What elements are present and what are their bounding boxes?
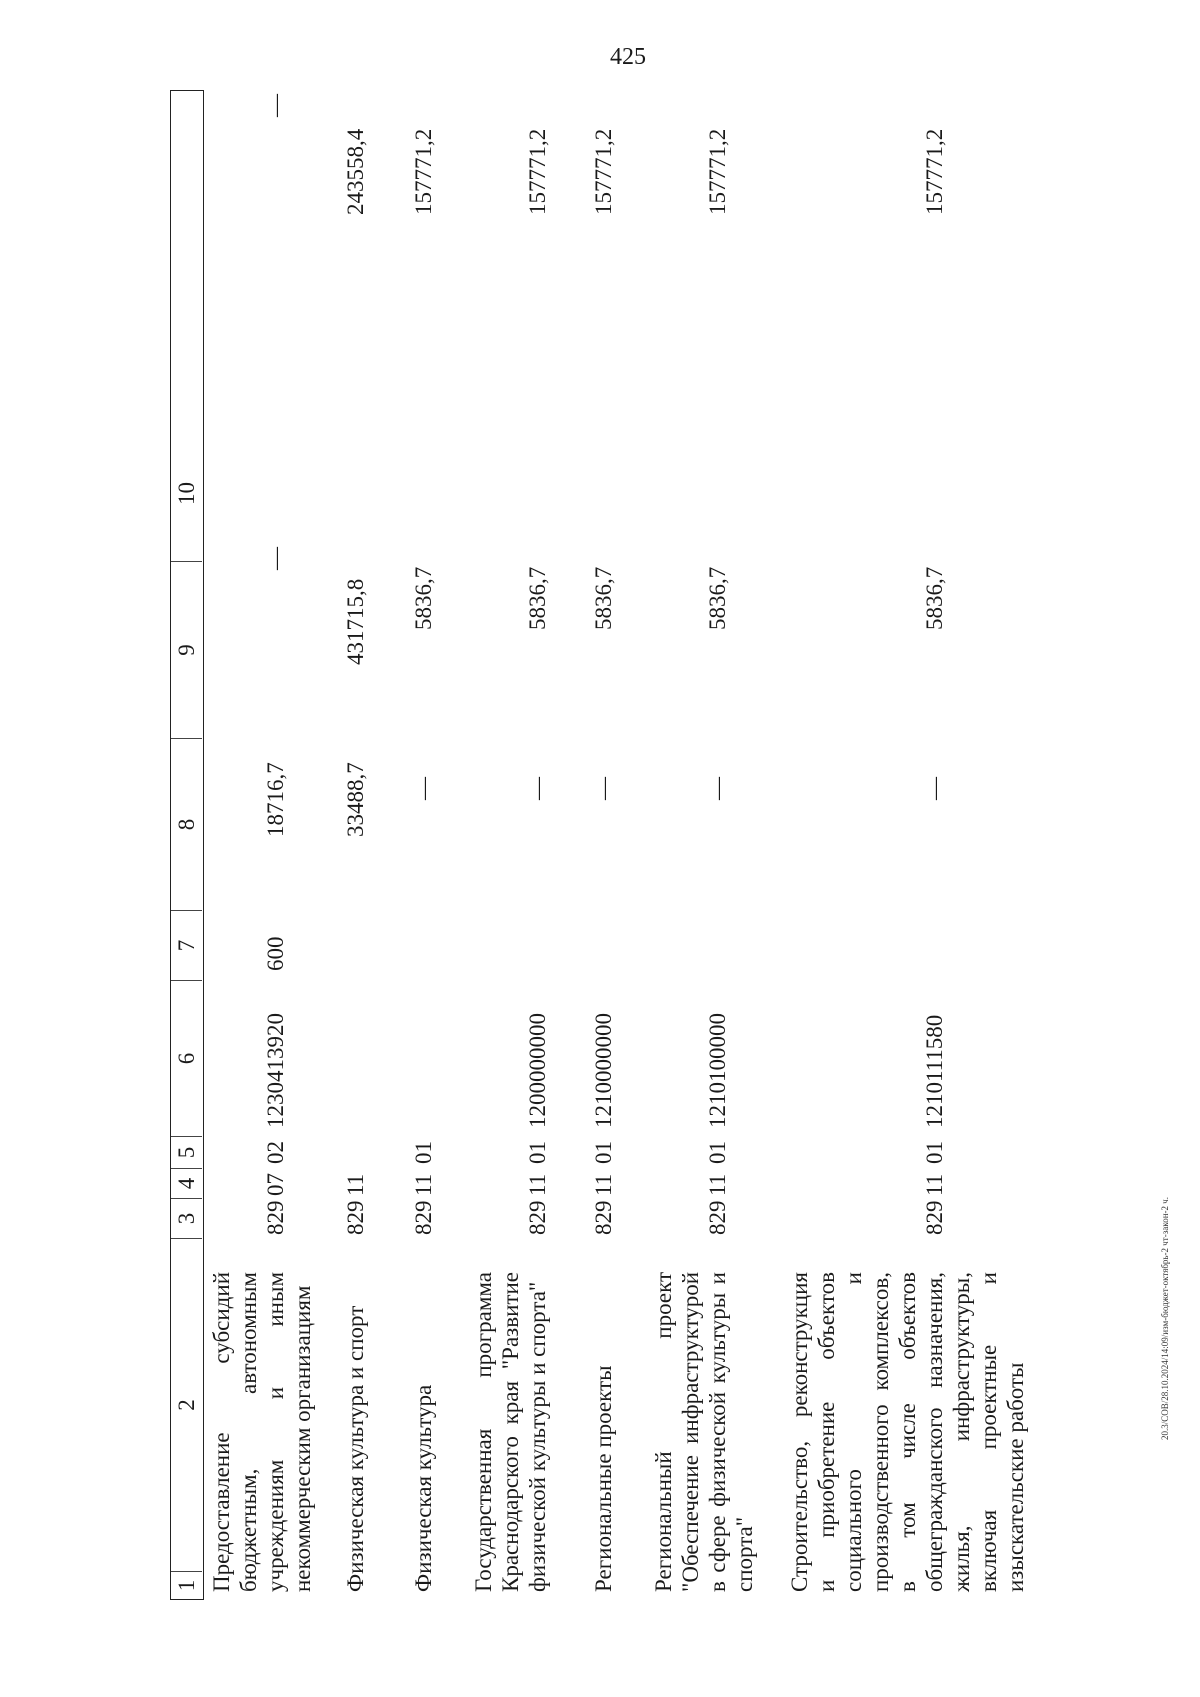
cell-col-8: — xyxy=(922,777,947,800)
cell-col-3: 829 xyxy=(705,1200,730,1235)
cell-col-10: 157771,2 xyxy=(525,128,550,215)
cell-col-9: — xyxy=(263,547,288,570)
row-description: Государственная программа Краснодарского края "Развитие физической культуры и спорта" xyxy=(471,1272,550,1592)
cell-col-4: 07 xyxy=(263,1173,288,1196)
cell-col-7: 600 xyxy=(263,936,288,971)
header-col-9: 9 xyxy=(171,561,202,738)
cell-col-10: 157771,2 xyxy=(411,128,436,215)
header-col-1: 1 xyxy=(171,1571,202,1599)
cell-col-3: 829 xyxy=(343,1200,368,1235)
cell-col-3: 829 xyxy=(922,1200,947,1235)
header-col-2: 2 xyxy=(171,1238,202,1571)
cell-col-5: 02 xyxy=(263,1141,288,1164)
cell-col-5: 01 xyxy=(591,1141,616,1164)
cell-col-3: 829 xyxy=(411,1200,436,1235)
cell-col-4: 11 xyxy=(705,1173,730,1196)
row-description: Региональный проект "Обеспечение инфраструктурой в сфере физической культуры и спорта" xyxy=(651,1272,757,1592)
cell-col-9: 5836,7 xyxy=(525,566,550,630)
cell-col-5: 01 xyxy=(922,1141,947,1164)
cell-col-4: 11 xyxy=(525,1173,550,1196)
cell-col-5: 01 xyxy=(411,1141,436,1164)
row-description: Строительство, реконструкция и приобретение объектов социального и производственного комплексов, в том числе объектов общегражданского назначения, жилья, инфраструктуры, включая проектные и изыскательские работы xyxy=(787,1272,1028,1592)
header-col-10: 10 xyxy=(174,482,199,505)
cell-col-9: 5836,7 xyxy=(705,566,730,630)
header-col-8: 8 xyxy=(171,738,202,910)
cell-col-4: 11 xyxy=(591,1173,616,1196)
header-col-6: 6 xyxy=(171,980,202,1136)
cell-col-8: — xyxy=(525,777,550,800)
cell-col-5: 01 xyxy=(525,1141,550,1164)
budget-table xyxy=(170,90,1070,1600)
row-description: Предоставление субсидий бюджетным, автономным учреждениям и иным некоммерческим организациям xyxy=(209,1272,315,1592)
cell-col-9: 5836,7 xyxy=(411,566,436,630)
cell-col-10: 157771,2 xyxy=(591,128,616,215)
cell-col-10: 157771,2 xyxy=(705,128,730,215)
header-col-3: 3 xyxy=(171,1198,202,1238)
row-description: Физическая культура и спорт xyxy=(343,1305,368,1592)
cell-col-4: 11 xyxy=(411,1173,436,1196)
row-description: Региональные проекты xyxy=(591,1365,616,1592)
cell-col-8: — xyxy=(705,777,730,800)
cell-col-10: — xyxy=(263,94,288,117)
cell-col-6: 1210000000 xyxy=(591,1013,616,1128)
cell-col-8: — xyxy=(591,777,616,800)
table-header xyxy=(170,90,204,1600)
cell-col-6: 1230413920 xyxy=(263,1013,288,1128)
header-col-4: 4 xyxy=(171,1168,202,1198)
cell-col-3: 829 xyxy=(263,1200,288,1235)
cell-col-8: 33488,7 xyxy=(343,762,368,837)
cell-col-3: 829 xyxy=(525,1200,550,1235)
cell-col-6: 1210111580 xyxy=(922,1014,947,1128)
header-col-5: 5 xyxy=(171,1136,202,1168)
cell-col-10: 243558,4 xyxy=(343,128,368,215)
page-number: 425 xyxy=(610,44,646,70)
cell-col-5: 01 xyxy=(705,1141,730,1164)
cell-col-4: 11 xyxy=(922,1173,947,1196)
cell-col-8: 18716,7 xyxy=(263,762,288,837)
cell-col-3: 829 xyxy=(591,1200,616,1235)
header-col-7: 7 xyxy=(171,910,202,980)
cell-col-9: 431715,8 xyxy=(343,578,368,665)
cell-col-8: — xyxy=(411,777,436,800)
cell-col-6: 1210100000 xyxy=(705,1013,730,1128)
cell-col-10: 157771,2 xyxy=(922,128,947,215)
row-description: Физическая культура xyxy=(411,1384,436,1592)
cell-col-9: 5836,7 xyxy=(922,566,947,630)
cell-col-9: 5836,7 xyxy=(591,566,616,630)
document-footer: 20.3/СОВ/28.10.2024/14:09/изм-бюджет-октябрь-2 чт-закон-2 ч. xyxy=(1160,1196,1170,1440)
cell-col-6: 1200000000 xyxy=(525,1013,550,1128)
cell-col-4: 11 xyxy=(343,1173,368,1196)
